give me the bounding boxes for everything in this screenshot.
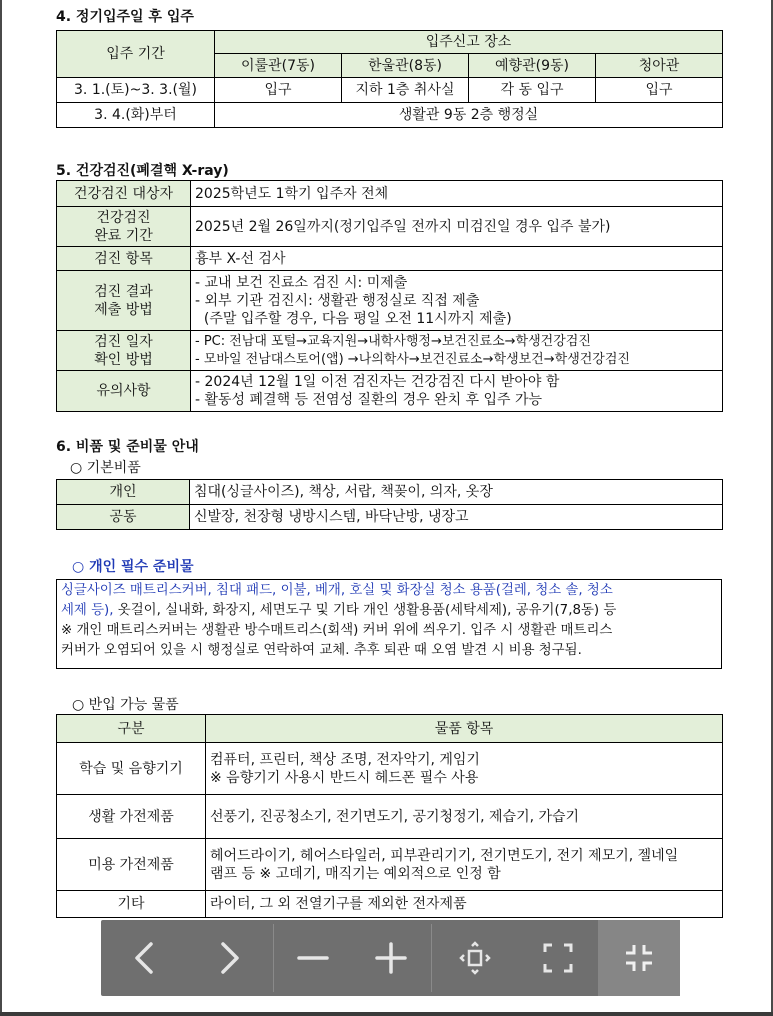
allowed-value-appliance: 선풍기, 진공청소기, 전기면도기, 공기청정기, 제습기, 가습기	[206, 795, 723, 839]
col-yehyang: 예향관(9동)	[469, 54, 596, 78]
hc-label-notes: 유의사항	[57, 371, 191, 412]
allowed-label-etc: 기타	[57, 891, 206, 918]
viewer-toolbar	[101, 920, 680, 996]
allowed-header-items: 물품 항목	[206, 715, 723, 743]
section-6-title: 6. 비품 및 준비물 안내	[56, 439, 199, 455]
required-line-2: 세제 등), 옷걸이, 실내화, 화장지, 세면도구 및 기타 개인 생활용품(세탁세제), 공유기(7,8동) 등	[61, 603, 617, 618]
move-in-table	[56, 30, 723, 128]
basic-items-title: ○ 기본비품	[70, 460, 141, 476]
allowed-value-etc: 라이터, 그 외 전열기구를 제외한 전자제품	[206, 891, 723, 918]
hc-value-items: 흉부 X-선 검사	[191, 247, 723, 271]
row1-period: 3. 1.(토)~3. 3.(월)	[57, 78, 215, 103]
row1-cheonga: 입구	[596, 78, 723, 103]
hc-label-items: 검진 항목	[57, 247, 191, 271]
hc-label-submit: 검진 결과 제출 방법	[57, 271, 191, 331]
row2-place: 생활관 9동 2층 행정실	[215, 103, 723, 128]
hc-value-deadline: 2025년 2월 26일까지(정기입주일 전까지 미검진일 경우 입주 불가)	[191, 207, 723, 247]
hc-label-deadline: 건강검진 완료 기간	[57, 207, 191, 247]
allowed-header-category: 구분	[57, 715, 206, 743]
page-frame-bottom	[0, 1012, 773, 1016]
required-items-box	[56, 579, 722, 669]
header-place: 입주신고 장소	[215, 31, 723, 54]
basic-value-shared: 신발장, 천장형 냉방시스템, 바닥난방, 냉장고	[190, 505, 723, 530]
fit-page-button[interactable]	[432, 920, 518, 996]
header-period: 입주 기간	[57, 31, 215, 78]
zoom-out-icon	[295, 940, 331, 976]
next-page-button[interactable]	[187, 920, 273, 996]
hc-value-check: - PC: 전남대 포털→교육지원→내학사행정→보건진료소→학생건강검진 - 모바일 전남대스토어(앱) →나의학사→보건진료소→학생보건→학생건강검진	[191, 331, 723, 371]
required-note-2: 커버가 오염되어 있을 시 행정실로 연락하여 교체. 추후 퇴관 때 오염 발견 시 비용 청구됨.	[61, 643, 582, 658]
exit-fullscreen-icon	[621, 940, 657, 976]
required-items-title: ○ 개인 필수 준비물	[72, 559, 194, 575]
basic-value-personal: 침대(싱글사이즈), 책상, 서랍, 책꽂이, 의자, 옷장	[190, 480, 723, 505]
allowed-label-beauty: 미용 가전제품	[57, 839, 206, 891]
allowed-label-appliance: 생활 가전제품	[57, 795, 206, 839]
fit-page-icon	[457, 940, 493, 976]
row2-period: 3. 4.(화)부터	[57, 103, 215, 128]
basic-label-shared: 공동	[57, 505, 190, 530]
zoom-out-button[interactable]	[274, 920, 352, 996]
basic-label-personal: 개인	[57, 480, 190, 505]
chevron-right-icon	[215, 938, 245, 978]
fullscreen-icon	[540, 940, 576, 976]
row1-yehyang: 각 동 입구	[469, 78, 596, 103]
fullscreen-button[interactable]	[518, 920, 598, 996]
col-hanul: 한울관(8동)	[342, 54, 469, 78]
section-4-title: 4. 정기입주일 후 입주	[56, 9, 194, 25]
basic-items-table	[56, 479, 723, 530]
row1-hanul: 지하 1층 취사실	[342, 78, 469, 103]
hc-label-target: 건강검진 대상자	[57, 181, 191, 207]
page-frame-left	[0, 0, 2, 1016]
zoom-in-button[interactable]	[352, 920, 430, 996]
health-check-table	[56, 180, 723, 412]
allowed-value-study: 컴퓨터, 프린터, 책상 조명, 전자악기, 게임기 ※ 음향기기 사용시 반드시 헤드폰 필수 사용	[206, 743, 723, 795]
col-irul: 이룰관(7동)	[215, 54, 342, 78]
allowed-items-table	[56, 714, 723, 918]
required-line-1: 싱글사이즈 매트리스커버, 침대 패드, 이불, 베개, 호실 및 화장실 청소 용품(걸레, 청소 솔, 청소	[61, 583, 613, 598]
allowed-value-beauty: 헤어드라이기, 헤어스타일러, 피부관리기기, 전기면도기, 전기 제모기, 젤네일 램프 등 ※ 고데기, 매직기는 예외적으로 인정 함	[206, 839, 723, 891]
required-note-1: ※ 개인 매트리스커버는 생활관 방수매트리스(회색) 커버 위에 씌우기. 입주 시 생활관 매트리스	[61, 623, 613, 638]
chevron-left-icon	[129, 938, 159, 978]
hc-label-check: 검진 일자 확인 방법	[57, 331, 191, 371]
col-cheonga: 청아관	[596, 54, 723, 78]
exit-fullscreen-button[interactable]	[598, 920, 680, 996]
zoom-in-icon	[373, 940, 409, 976]
row1-irul: 입구	[215, 78, 342, 103]
prev-page-button[interactable]	[101, 920, 187, 996]
allowed-items-title: ○ 반입 가능 물품	[72, 697, 179, 713]
hc-value-target: 2025학년도 1학기 입주자 전체	[191, 181, 723, 207]
section-5-title: 5. 건강검진(폐결핵 X-ray)	[56, 163, 229, 179]
allowed-label-study: 학습 및 음향기기	[57, 743, 206, 795]
hc-value-submit: - 교내 보건 진료소 검진 시: 미제출 - 외부 기관 검진시: 생활관 행정실로 직접 제출 (주말 입주할 경우, 다음 평일 오전 11시까지 제출)	[191, 271, 723, 331]
hc-value-notes: - 2024년 12월 1일 이전 검진자는 건강검진 다시 받아야 함 - 활동성 폐결핵 등 전염성 질환의 경우 완치 후 입주 가능	[191, 371, 723, 412]
